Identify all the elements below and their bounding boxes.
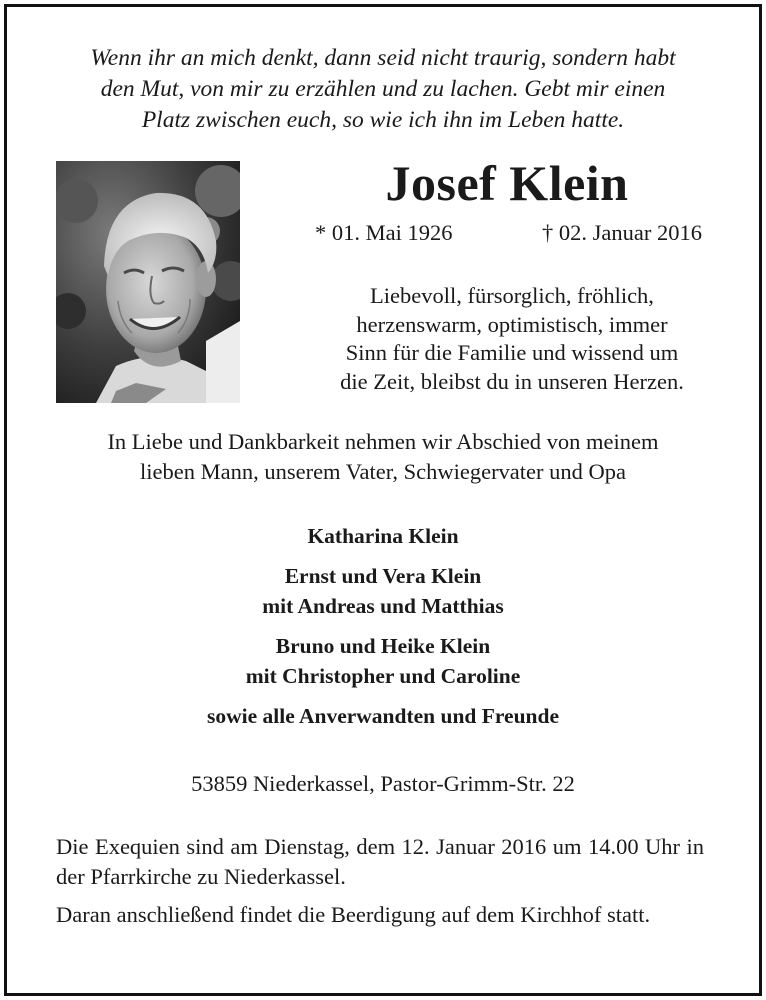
notice-border [4, 4, 762, 996]
mourner-group [27, 521, 739, 551]
service-details [56, 832, 704, 938]
burial-text: Daran anschließend findet die Beerdigung auf dem Kirchhof statt. [56, 902, 651, 927]
farewell-line: lieben Mann, unserem Vater, Schwiegervater und Opa [139, 459, 627, 484]
quote-line: Wenn ihr an mich denkt, dann seid nicht traurig, sondern habt [90, 45, 676, 71]
mourner-name: sowie alle Anverwandten und Freunde [207, 704, 559, 728]
life-dates [307, 219, 727, 247]
obituary-notice [7, 7, 759, 993]
memorial-quote [27, 43, 739, 136]
farewell-line: In Liebe und Dankbarkeit nehmen wir Abschied von meinem [107, 429, 659, 454]
tribute-line: herzenswarm, optimistisch, immer [356, 311, 668, 337]
mourner-group [27, 561, 739, 621]
quote-line: den Mut, von mir zu erzählen und zu lachen. Gebt mir einen [100, 76, 666, 102]
death-date: † 02. Januar 2016 [542, 220, 702, 245]
mourner-name: Bruno und Heike Klein [275, 634, 491, 658]
deceased-name: Josef Klein [385, 155, 629, 211]
portrait-photo [56, 161, 240, 403]
family-address: 53859 Niederkassel, Pastor-Grimm-Str. 22 [191, 771, 575, 796]
tribute-text [277, 282, 747, 396]
birth-date: * 01. Mai 1926 [315, 220, 453, 245]
exequies-text: Die Exequien sind am Dienstag, dem 12. Januar 2016 um 14.00 Uhr in der Pfarrkirche zu Niederkassel. [56, 834, 704, 889]
mourner-name: mit Christopher und Caroline [245, 664, 521, 688]
mourner-group [27, 631, 739, 691]
tribute-line: die Zeit, bleibst du in unseren Herzen. [340, 368, 684, 394]
mourner-name: Ernst und Vera Klein [284, 564, 482, 588]
mourners-list [27, 521, 739, 741]
mourner-name: Katharina Klein [307, 524, 459, 548]
mourner-name: mit Andreas und Matthias [262, 594, 504, 618]
farewell-text [27, 427, 739, 487]
tribute-line: Liebevoll, fürsorglich, fröhlich, [370, 283, 654, 308]
tribute-line: Sinn für die Familie und wissend um [345, 340, 679, 365]
quote-line: Platz zwischen euch, so wie ich ihn im Leben hatte. [141, 107, 625, 133]
mourner-group [27, 701, 739, 731]
